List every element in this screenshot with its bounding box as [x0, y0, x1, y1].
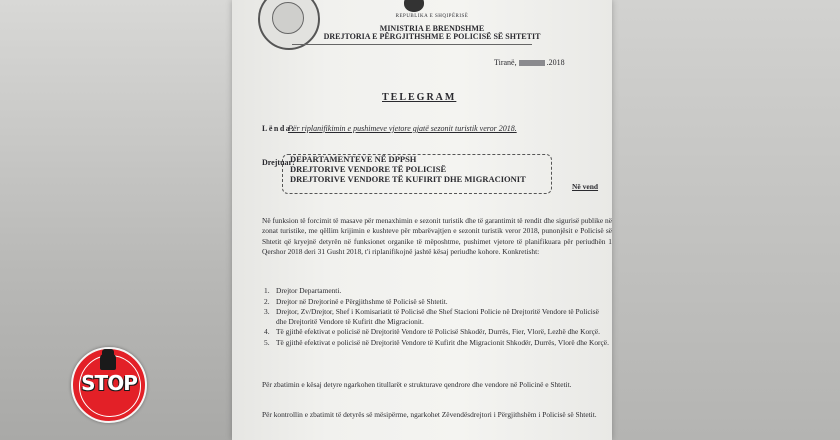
recipient-border-directorates: DREJTORIVE VENDORE TË KUFIRIT DHE MIGRACIONIT [290, 174, 526, 184]
date-year: .2018 [546, 58, 565, 67]
directorate-heading: DREJTORIA E PËRGJITHSHME E POLICISË SË SHTETIT [323, 32, 541, 41]
subject-label: Lënda: [262, 124, 296, 133]
list-item: 1. Drejtor Departamenti. [264, 286, 342, 295]
stop-logo-icon [71, 347, 147, 423]
telegram-document [232, 0, 612, 440]
list-item: 2. Drejtor në Drejtorinë e Përgjithshme të Policisë së Shtetit. [264, 296, 448, 306]
recipient-police-directorates: DREJTORIVE VENDORE TË POLICISË [290, 164, 447, 174]
subject-text: Për riplanifikimin e pushimeve vjetore gjatë sezonit turistik veror 2018. [288, 124, 517, 133]
addressee-label: Drejtuar: [262, 158, 295, 167]
delivery-note: Në vend [572, 182, 599, 191]
header-divider [292, 44, 532, 45]
dateline [494, 58, 565, 67]
date-place: Tiranë, [494, 58, 517, 67]
blurred-background-right [612, 0, 840, 440]
stop-logo-text: STOP [81, 371, 137, 395]
functions-list [250, 286, 610, 349]
ministry-heading: MINISTRIA E BRENDSHME [379, 24, 485, 33]
body-paragraph-3: Për kontrollin e zbatimit të detyrës së mësipërme, ngarkohet Zëvendësdrejtori i Përgjithshëm i Policisë së Shtetit. [262, 410, 597, 419]
police-seal-icon [258, 0, 320, 50]
hand-icon [100, 354, 116, 370]
redacted-date [519, 60, 545, 66]
body-paragraph-1: Në funksion të forcimit të masave për menaxhimin e sezonit turistik dhe të garantimit të rendit dhe sigurisë publike në zonat turistike, me qëllim krijimin e kushteve për mbarëvajtjen e sezonit turistik veror 2018, punonjësit e Policisë së Shtetit që kryejnë detyrën në funksionet organike të mëposhtme, pushimet vjetore të planifikuara për periudhën 1 Qershor 2018 deri 31 Gusht 2018, t'i riplanifikojnë jashtë kësaj periudhe kohore. Konkretisht: [262, 216, 612, 257]
body-paragraph-2: Për zbatimin e kësaj detyre ngarkohen titullarët e strukturave qendrore dhe vendore në Policinë e Shtetit. [262, 380, 572, 389]
republic-heading: REPUBLIKA E SHQIPËRISË [395, 14, 469, 19]
list-item: 4. Të gjithë efektivat e policisë në Drejtoritë Vendore të Policisë Shkodër, Durrës, Fier, Vlorë, Lezhë dhe Korçë. [264, 327, 601, 337]
list-item: 3. Drejtor, Zv/Drejtor, Shef i Komisariatit të Policisë dhe Shef Stacioni Policie në Drejtoritë Vendore të Policisë dhe Drejtoritë Vendore të Kufirit dhe Migracionit. [264, 307, 599, 326]
eagle-emblem-icon [404, 0, 424, 12]
document-title: TELEGRAM [382, 92, 457, 103]
list-item: 5. Të gjithë efektivat e policisë në Drejtoritë Vendore të Kufirit dhe Migracionit Shkodër, Durrës, Vlorë dhe Korçë. [264, 337, 609, 347]
recipient-departments: DEPARTAMENTEVE NË DPPSH [290, 154, 417, 164]
